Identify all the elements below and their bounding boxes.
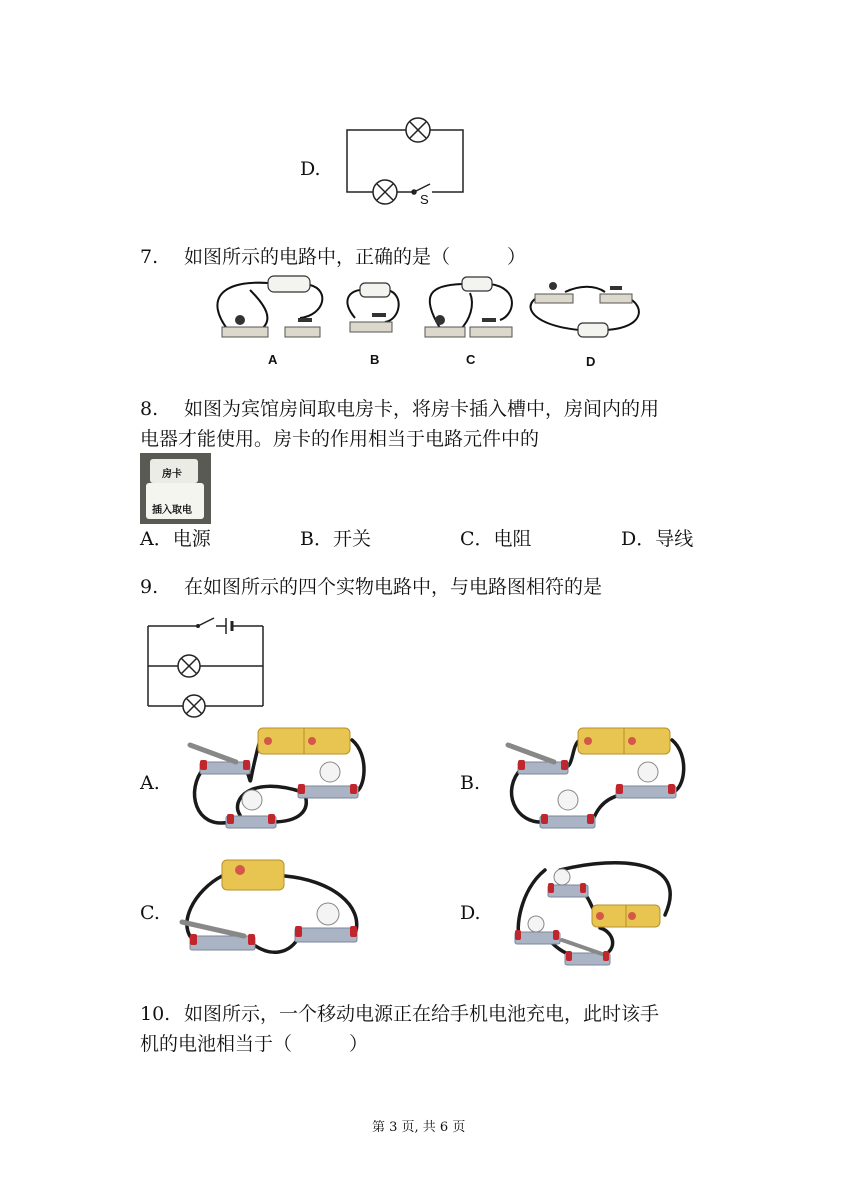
q7-label-d: D bbox=[586, 354, 596, 369]
q9-option-c-label: C. bbox=[140, 902, 160, 924]
q10-number: 10. bbox=[140, 1003, 171, 1025]
q9-option-b-label: B. bbox=[460, 772, 481, 794]
q7-label-c: C bbox=[466, 352, 476, 367]
q7-stem: 如图所示的电路中，正确的是（ ） bbox=[184, 246, 527, 268]
q9-option-a-label: A. bbox=[140, 772, 160, 794]
q9-number: 9. bbox=[140, 576, 159, 598]
card-text-top: 房卡 bbox=[162, 469, 182, 480]
q8-stem-line1: 如图为宾馆房间取电房卡，将房卡插入槽中，房间内的用 bbox=[184, 398, 660, 420]
q9-stem: 在如图所示的四个实物电路中，与电路图相符的是 bbox=[184, 576, 603, 598]
q7-number: 7. bbox=[140, 246, 159, 268]
q8-option-a: A．电源 bbox=[140, 528, 211, 550]
q8-stem-line2: 电器才能使用。房卡的作用相当于电路元件中的 bbox=[140, 428, 540, 450]
q6-switch-label: S bbox=[420, 192, 429, 207]
page-footer: 第 3 页, 共 6 页 bbox=[372, 1120, 466, 1135]
q8-option-c: C．电阻 bbox=[460, 528, 532, 550]
q6-option-d-label: D. bbox=[300, 158, 321, 180]
q8-option-b: B．开关 bbox=[300, 528, 371, 550]
q10-stem-line1: 如图所示，一个移动电源正在给手机电池充电，此时该手 bbox=[184, 1003, 660, 1025]
card-text-bottom: 插入取电 bbox=[152, 505, 192, 516]
q9-option-d-label: D. bbox=[460, 902, 481, 924]
q7-label-b: B bbox=[370, 352, 380, 367]
q10-stem-line2: 机的电池相当于（ ） bbox=[140, 1033, 369, 1055]
q8-number: 8. bbox=[140, 398, 159, 420]
q7-label-a: A bbox=[268, 352, 278, 367]
q8-option-d: D．导线 bbox=[621, 528, 694, 550]
